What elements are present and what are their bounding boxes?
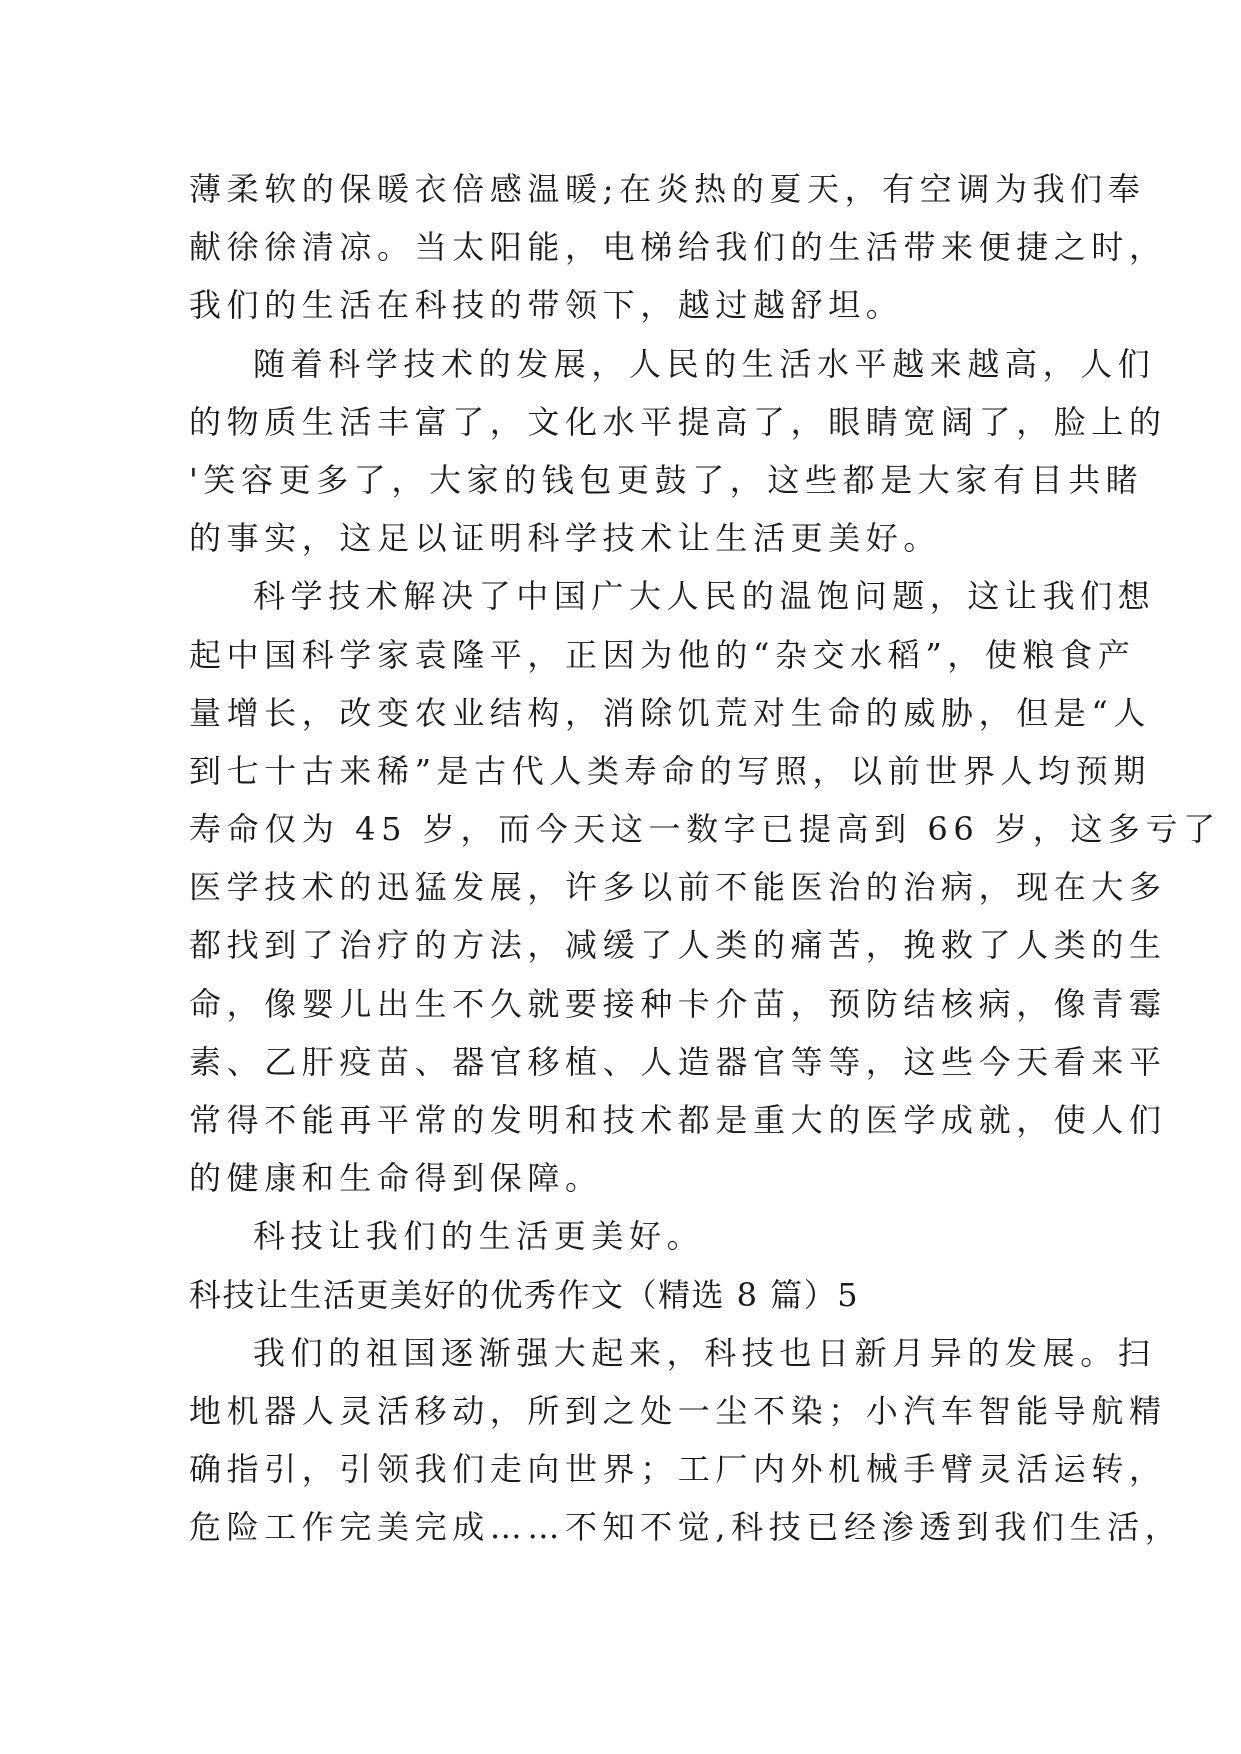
text-line: 献徐徐清凉。当太阳能，电梯给我们的生活带来便捷之时， — [189, 228, 1167, 267]
text-line: 随着科学技术的发展，人民的生活水平越来越高，人们 — [253, 344, 1156, 383]
text-line: 起中国科学家袁隆平，正因为他的“杂交水稻”，使粮食产 — [189, 635, 1136, 674]
text-line: 科技让我们的生活更美好。 — [253, 1217, 705, 1256]
text-line: 素、乙肝疫苗、器官移植、人造器官等等，这些今天看来平 — [189, 1042, 1167, 1081]
text-line: 命，像婴儿出生不久就要接种卡介苗，预防结核病，像青霉 — [189, 984, 1167, 1023]
document-body — [189, 160, 1221, 1557]
text-line: 量增长，改变农业结构，消除饥荒对生命的威胁，但是“人 — [189, 693, 1151, 732]
text-line: 科学技术解决了中国广大人民的温饱问题，这让我们想 — [253, 577, 1156, 616]
text-line: 到七十古来稀”是古代人类寿命的写照，以前世界人均预期 — [189, 751, 1151, 790]
text-line: 我们的生活在科技的带领下，越过越舒坦。 — [189, 286, 904, 325]
text-line: 的健康和生命得到保障。 — [189, 1159, 603, 1198]
text-line: 的事实，这足以证明科学技术让生活更美好。 — [189, 519, 942, 558]
text-line: 薄柔软的保暖衣倍感温暖;在炎热的夏天，有空调为我们奉 — [189, 170, 1146, 208]
text-line: 确指引，引领我们走向世界；工厂内外机械手臂灵活运转， — [189, 1450, 1167, 1489]
text-line: 危险工作完美完成……不知不觉,科技已经渗透到我们生活， — [189, 1508, 1183, 1547]
text-line: '笑容更多了，大家的钱包更鼓了，这些都是大家有目共睹 — [189, 460, 1144, 499]
section-heading: 科技让生活更美好的优秀作文（精选 8 篇）5 — [189, 1275, 860, 1314]
text-line: 都找到了治疗的方法，减缓了人类的痛苦，挽救了人类的生 — [189, 926, 1167, 965]
text-line: 寿命仅为 45 岁，而今天这一数字已提高到 66 岁，这多亏了 — [189, 810, 1221, 849]
text-line: 我们的祖国逐渐强大起来，科技也日新月异的发展。扫 — [253, 1333, 1156, 1372]
text-line: 医学技术的迅猛发展，许多以前不能医治的治病，现在大多 — [189, 868, 1167, 907]
text-line: 地机器人灵活移动，所到之处一尘不染；小汽车智能导航精 — [189, 1391, 1167, 1430]
text-line: 的物质生活丰富了，文化水平提高了，眼睛宽阔了，脸上的 — [189, 402, 1167, 441]
text-line: 常得不能再平常的发明和技术都是重大的医学成就，使人们 — [189, 1101, 1167, 1139]
